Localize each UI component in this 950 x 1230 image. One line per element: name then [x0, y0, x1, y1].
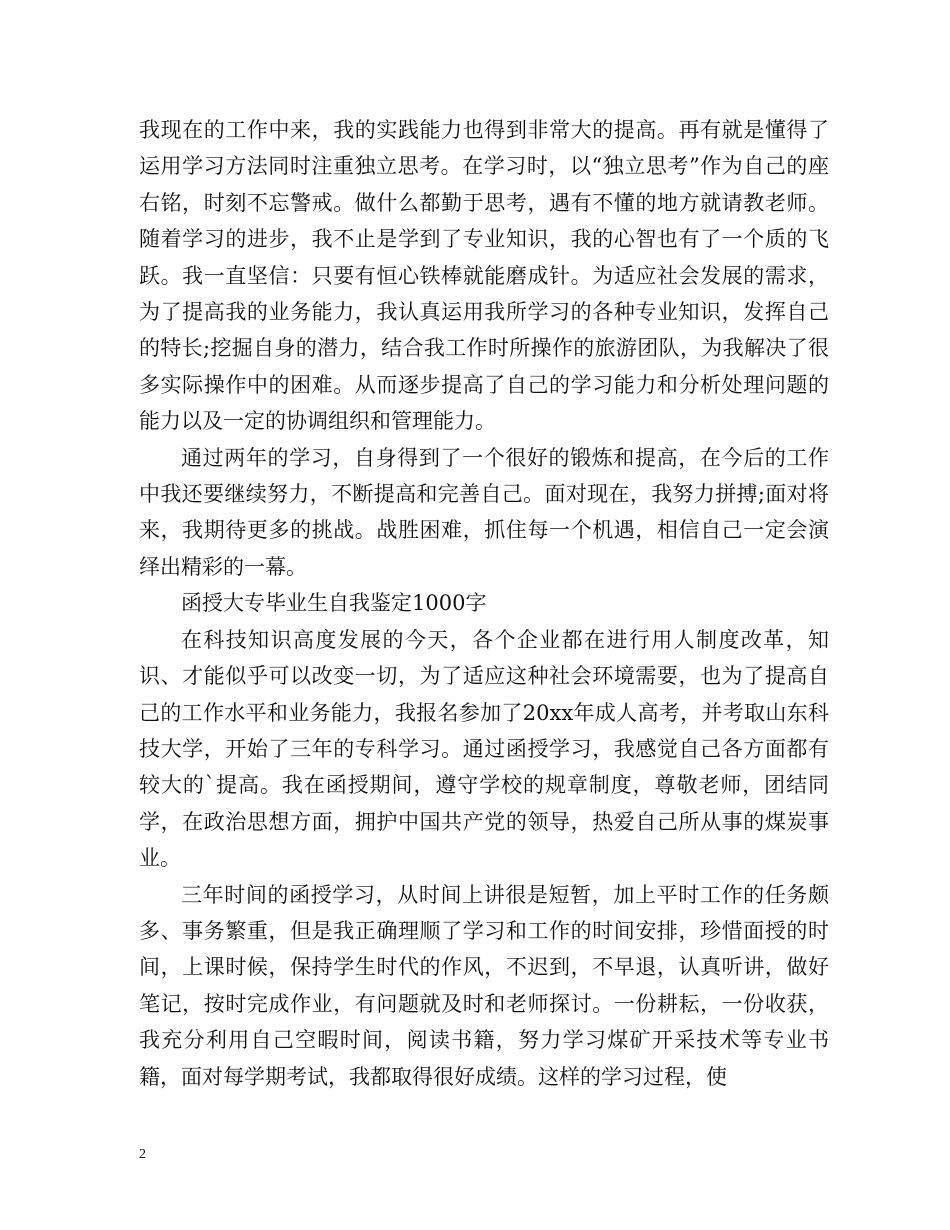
document-body [139, 112, 829, 1095]
paragraph-4: 三年时间的函授学习，从时间上讲很是短暂，加上平时工作的任务颇多、事务繁重，但是我正确理顺了学习和工作的时间安排，珍惜面授的时间，上课时候，保持学生时代的作风，不迟到，不早退，认真听讲，做好笔记，按时完成作业，有问题就及时和老师探讨。一份耕耘，一份收获，我充分利用自己空暇时间，阅读书籍，努力学习煤矿开采技术等专业书籍，面对每学期考试，我都取得很好成绩。这样的学习过程，使 [139, 882, 829, 1089]
paragraph-2: 通过两年的学习，自身得到了一个很好的锻炼和提高，在今后的工作中我还要继续努力，不断提高和完善自己。面对现在，我努力拼搏;面对将来，我期待更多的挑战。战胜困难，抓住每一个机遇，相信自己一定会演绎出精彩的一幕。 [139, 445, 829, 579]
paragraph-3: 在科技知识高度发展的今天，各个企业都在进行用人制度改革，知识、才能似乎可以改变一切，为了适应这种社会环境需要，也为了提高自己的工作水平和业务能力，我报名参加了20xx年成人高考，并考取山东科技大学，开始了三年的专科学习。通过函授学习，我感觉自己各方面都有较大的`提高。我在函授期间，遵守学校的规章制度，尊敬老师，团结同学，在政治思想方面，拥护中国共产党的领导，热爱自己所从事的煤炭事业。 [139, 627, 829, 871]
section-heading: 函授大专毕业生自我鉴定1000字 [181, 591, 487, 616]
page-number: 2 [139, 1147, 146, 1162]
paragraph-1: 我现在的工作中来，我的实践能力也得到非常大的提高。再有就是懂得了运用学习方法同时注重独立思考。在学习时，以“独立思考”作为自己的座右铭，时刻不忘警戒。做什么都勤于思考，遇有不懂的地方就请教老师。随着学习的进步，我不止是学到了专业知识，我的心智也有了一个质的飞跃。我一直坚信：只要有恒心铁棒就能磨成针。为适应社会发展的需求，为了提高我的业务能力，我认真运用我所学习的各种专业知识，发挥自己的特长;挖掘自身的潜力，结合我工作时所操作的旅游团队，为我解决了很多实际操作中的困难。从而逐步提高了自己的学习能力和分析处理问题的能力以及一定的协调组织和管理能力。 [139, 118, 829, 434]
